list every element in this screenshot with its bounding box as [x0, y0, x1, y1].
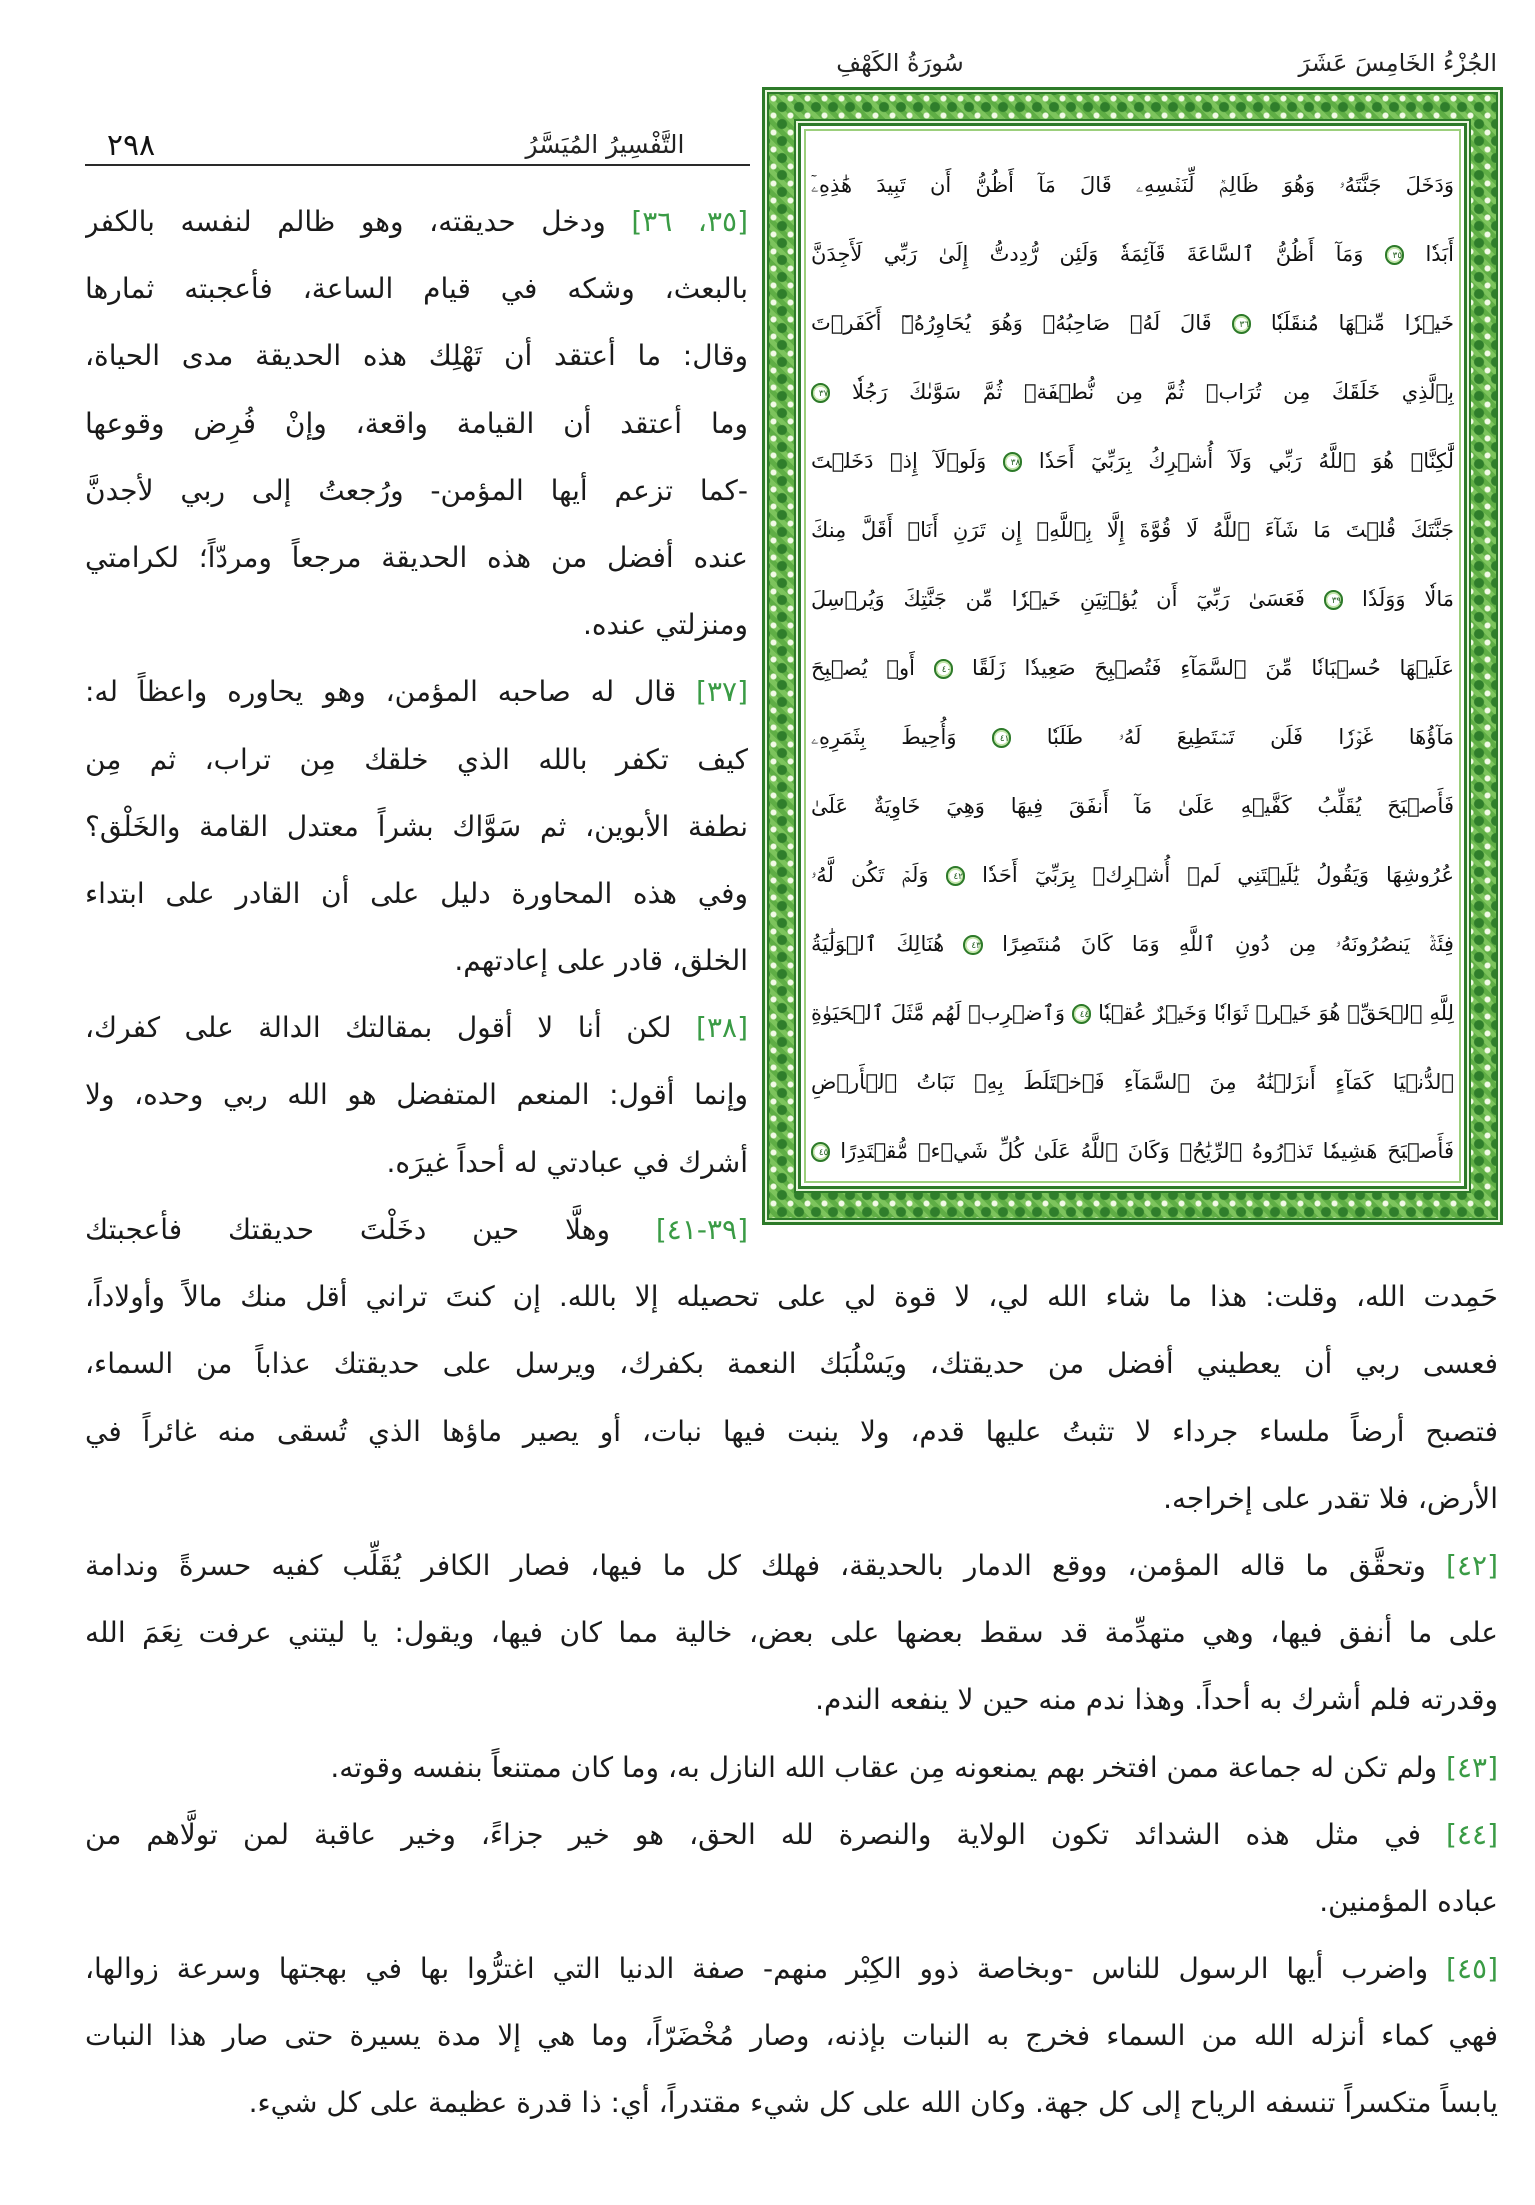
page-number: ٢٩٨ [106, 128, 156, 163]
tafsir-line [85, 1263, 1498, 1330]
verse-text: عَلَيۡهَا حُسۡبَانٗا مِّنَ ٱلسَّمَآءِ فَتُصۡبِحَ صَعِيدٗا زَلَقًا [972, 656, 1454, 680]
tafsir-line [85, 2002, 1498, 2069]
ayah-number-marker: ٣٧ [811, 383, 830, 402]
tafsir-book-title: التَّفْسِيرُ المُيَسَّرُ [525, 130, 685, 159]
tafsir-line [85, 591, 748, 658]
tafsir-text: وفي هذه المحاورة دليل على أن القادر على ابتداء [85, 876, 748, 910]
tafsir-line [85, 860, 748, 927]
verse-reference: [٤٣] [1446, 1750, 1498, 1784]
verse-text: مَالٗا وَوَلَدٗا [1362, 587, 1454, 611]
tafsir-line [85, 994, 748, 1061]
verse-text: ٱلدُّنۡيَا كَمَآءٍ أَنزَلۡنَٰهُ مِنَ ٱلسَّمَآءِ فَٱخۡتَلَطَ بِهِۦ نَبَاتُ ٱلۡأَرۡضِ [811, 1070, 1454, 1094]
quran-line [811, 289, 1454, 358]
verse-text: جَنَّتَكَ قُلۡتَ مَا شَآءَ ٱللَّهُ لَا قُوَّةَ إِلَّا بِٱللَّهِۚ إِن تَرَنِ أَنَا۠ أَقَلَّ مِنكَ [811, 518, 1454, 542]
quran-ornamental-frame [762, 87, 1503, 1225]
tafsir-text: فهي كماء أنزله الله من السماء فخرج به النبات بإذنه، وصار مُخْضَرّاً، وما هي إلا مدة يسيرة حتى صار هذا النبات [85, 2019, 1498, 2053]
tafsir-text: نطفة الأبوين، ثم سَوَّاك بشراً معتدل القامة والخَلْق؟ [85, 809, 748, 843]
tafsir-line [85, 188, 748, 255]
tafsir-text: أشرك في عبادتي له أحداً غيرَه. [386, 1145, 748, 1179]
ayah-number-marker: ٤٣ [963, 935, 982, 954]
tafsir-line [85, 793, 748, 860]
quran-line [811, 841, 1454, 910]
tafsir-line [85, 1398, 1498, 1465]
tafsir-text: في مثل هذه الشدائد تكون الولاية والنصرة لله الحق، هو خير جزاءً، وخير عاقبة لمن تولَّاهم من [85, 1817, 1422, 1851]
tafsir-text: وقدرته فلم أشرك به أحداً. وهذا ندم منه حين لا ينفعه الندم. [815, 1683, 1498, 1717]
tafsir-line [85, 726, 748, 793]
verse-text: فَأَصۡبَحَ يُقَلِّبُ كَفَّيۡهِ عَلَىٰ مَآ أَنفَقَ فِيهَا وَهِيَ خَاوِيَةٌ عَلَىٰ [811, 794, 1454, 818]
tafsir-line [85, 1599, 1498, 1666]
tafsir-text: وإنما أقول: المنعم المتفضل هو الله ربي وحده، ولا [85, 1078, 748, 1112]
surah-title: سُورَةُ الكَهْفِ [836, 49, 964, 77]
verse-text: بِٱلَّذِي خَلَقَكَ مِن تُرَابٖ ثُمَّ مِن نُّطۡفَةٖ ثُمَّ سَوَّىٰكَ رَجُلٗا [851, 380, 1454, 404]
verse-reference: [٤٥] [1446, 1952, 1498, 1986]
tafsir-text: عباده المؤمنين. [1319, 1884, 1498, 1918]
ayah-number-marker: ٤٢ [946, 866, 965, 885]
quran-line [811, 427, 1454, 496]
tafsir-text: على ما أنفق فيها، وهي متهدِّمة قد سقط بعضها على بعض، خالية مما كان فيها، ويقول: يا ليتني عرفت نِعَمَ الله [85, 1616, 1498, 1650]
tafsir-text: فعسى ربي أن يعطيني أفضل من حديقتك، ويَسْلُبَك النعمة بكفرك، ويرسل على حديقتك عذاباً من السماء، [85, 1347, 1498, 1381]
quran-line [811, 772, 1454, 841]
ayah-number-marker: ٤٠ [934, 659, 953, 678]
tafsir-line [85, 255, 748, 322]
verse-text: أَبَدٗا [1425, 242, 1454, 266]
ayah-number-marker: ٣٥ [1385, 245, 1404, 264]
tafsir-text: حَمِدت الله، وقلت: هذا ما شاء الله لي، لا قوة لي على تحصيله إلا بالله. إن كنتَ تراني أقل منك مالاً وأولاداً، [85, 1280, 1498, 1314]
verse-text: قَالَ لَهُۥ صَاحِبُهُۥ وَهُوَ يُحَاوِرُهُۥٓ أَكَفَرۡتَ [811, 311, 1212, 335]
ayah-number-marker: ٣٩ [1324, 590, 1343, 609]
tafsir-text: وهلَّا حين دخَلْتَ حديقتك فأعجبتك [85, 1212, 611, 1246]
juz-title: الجُزْءُ الخَامِسَ عَشَرَ [1298, 49, 1497, 77]
verse-text: لَّٰكِنَّا۠ هُوَ ٱللَّهُ رَبِّي وَلَآ أُشۡرِكُ بِرَبِّيٓ أَحَدٗا [1038, 449, 1454, 473]
tafsir-full-width [85, 1263, 1498, 2136]
verse-reference: [٤٤] [1446, 1817, 1498, 1851]
tafsir-line [85, 1465, 1498, 1532]
verse-reference: [٣٥، ٣٦] [631, 205, 748, 238]
tafsir-line [85, 1330, 1498, 1397]
tafsir-text: فتصبح أرضاً ملساء جرداء لا تثبتُ عليها قدم، ولا ينبت فيها نبات، أو يصير ماؤها الذي تُسقى منه غائراً في [85, 1414, 1498, 1448]
tafsir-line [85, 1734, 1498, 1801]
tafsir-text: وقال: ما أعتقد أن تَهْلِك هذه الحديقة مدى الحياة، [85, 339, 748, 373]
tafsir-line [85, 1868, 1498, 1935]
ayah-number-marker: ٣٦ [1232, 314, 1251, 333]
header-divider [85, 164, 750, 166]
verse-text: خَيۡرٗا مِّنۡهَا مُنقَلَبٗا [1270, 311, 1454, 335]
tafsir-text: الأرض، فلا تقدر على إخراجه. [1163, 1481, 1498, 1515]
tafsir-line [85, 390, 748, 457]
tafsir-text: لكن أنا لا أقول بمقالتك الدالة على كفرك، [85, 1011, 672, 1045]
tafsir-text: وما أعتقد أن القيامة واقعة، وإنْ فُرِض وقوعها [85, 406, 748, 440]
tafsir-text: عنده أفضل من هذه الحديقة مرجعاً ومردّاً؛ لكرامتي [85, 540, 748, 574]
verse-reference: [٣٩-٤١] [655, 1212, 748, 1246]
tafsir-text: قال له صاحبه المؤمن، وهو يحاوره واعظاً له: [85, 675, 677, 709]
tafsir-line [85, 1666, 1498, 1733]
tafsir-line [85, 1532, 1498, 1599]
verse-text: وَدَخَلَ جَنَّتَهُۥ وَهُوَ ظَالِمٞ لِّنَفۡسِهِۦ قَالَ مَآ أَظُنُّ أَن تَبِيدَ هَٰذِهِۦٓ [811, 173, 1454, 197]
tafsir-column [85, 188, 748, 1263]
tafsir-line [85, 322, 748, 389]
verse-text: وَأُحِيطَ بِثَمَرِهِۦ [811, 725, 957, 749]
verse-text: وَلَمۡ تَكُن لَّهُۥ [811, 863, 929, 887]
verse-text: وَمَآ أَظُنُّ ٱلسَّاعَةَ قَآئِمَةٗ وَلَئِن رُّدِدتُّ إِلَىٰ رَبِّي لَأَجِدَنَّ [811, 242, 1364, 266]
tafsir-text: وتحقَّق ما قاله المؤمن، ووقع الدمار بالحديقة، فهلك كل ما فيها، فصار الكافر يُقَلِّب كفيه حسرةً وندامة [85, 1548, 1426, 1582]
tafsir-text: ولم تكن له جماعة ممن افتخر بهم يمنعونه مِن عقاب الله النازل به، وما كان ممتنعاً بنفسه وقوته. [330, 1750, 1438, 1784]
verse-text: لِلَّهِ ٱلۡحَقِّۚ هُوَ خَيۡرٞ ثَوَابٗا وَخَيۡرٌ عُقۡبٗا [1098, 1001, 1454, 1025]
tafsir-text: كيف تكفر بالله الذي خلقك مِن تراب، ثم مِن [85, 742, 748, 776]
tafsir-text: الخلق، قادر على إعادتهم. [454, 944, 748, 978]
tafsir-line [85, 524, 748, 591]
verse-text: أَوۡ يُصۡبِحَ [811, 656, 915, 680]
tafsir-line [85, 1935, 1498, 2002]
tafsir-line [85, 658, 748, 725]
tafsir-text: واضرب أيها الرسول للناس -وبخاصة ذوو الكِبْر منهم- صفة الدنيا التي اغترُّوا بها في بهجتها وسرعة زوالها، [85, 1952, 1429, 1986]
quran-line [811, 910, 1454, 979]
tafsir-line [85, 1129, 748, 1196]
verse-text: هُنَالِكَ ٱلۡوَلَٰيَةُ [811, 932, 945, 956]
quran-line [811, 496, 1454, 565]
quran-line [811, 703, 1454, 772]
quran-line [811, 151, 1454, 220]
quran-text-panel [798, 123, 1467, 1189]
quran-line [811, 220, 1454, 289]
quran-line [811, 634, 1454, 703]
tafsir-line [85, 927, 748, 994]
verse-text: عُرُوشِهَا وَيَقُولُ يَٰلَيۡتَنِي لَمۡ أُشۡرِكۡ بِرَبِّيٓ أَحَدٗا [982, 863, 1454, 887]
tafsir-text: -كما تزعم أيها المؤمن- ورُجعتُ إلى ربي لأجدنَّ [85, 473, 748, 507]
ayah-number-marker: ٤٥ [811, 1142, 830, 1161]
tafsir-text: بالبعث، وشكه في قيام الساعة، فأعجبته ثمارها [85, 272, 748, 306]
tafsir-line [85, 1061, 748, 1128]
verse-text: وَٱضۡرِبۡ لَهُم مَّثَلَ ٱلۡحَيَوٰةِ [811, 1001, 1065, 1025]
quran-line [811, 565, 1454, 634]
verse-reference: [٤٢] [1446, 1548, 1498, 1582]
verse-reference: [٣٧] [696, 675, 748, 709]
quran-line [811, 1117, 1454, 1186]
tafsir-line [85, 457, 748, 524]
tafsir-line [85, 2069, 1498, 2136]
verse-text: فِئَةٞ يَنصُرُونَهُۥ مِن دُونِ ٱللَّهِ وَمَا كَانَ مُنتَصِرًا [1002, 932, 1454, 956]
verse-text: وَلَوۡلَآ إِذۡ دَخَلۡتَ [811, 449, 987, 473]
quran-lines [811, 151, 1454, 1186]
ayah-number-marker: ٤٤ [1072, 1004, 1091, 1023]
tafsir-line [85, 1196, 748, 1263]
verse-text: مَآؤُهَا غَوۡرٗا فَلَن تَسۡتَطِيعَ لَهُۥ طَلَبٗا [1046, 725, 1454, 749]
quran-line [811, 1048, 1454, 1117]
quran-line [811, 358, 1454, 427]
tafsir-text: يابساً متكسراً تنسفه الرياح إلى كل جهة. وكان الله على كل شيء مقتدراً، أي: ذا قدرة عظيمة على كل شيء. [248, 2086, 1498, 2120]
verse-text: فَأَصۡبَحَ هَشِيمٗا تَذۡرُوهُ ٱلرِّيَٰحُۗ وَكَانَ ٱللَّهُ عَلَىٰ كُلِّ شَيۡءٖ مُّقۡتَدِرًا [840, 1139, 1454, 1163]
tafsir-line [85, 1801, 1498, 1868]
quran-line [811, 979, 1454, 1048]
verse-reference: [٣٨] [696, 1011, 748, 1045]
tafsir-text: ومنزلتي عنده. [582, 608, 748, 642]
tafsir-text: ودخل حديقته، وهو ظالم لنفسه بالكفر [85, 205, 606, 238]
ayah-number-marker: ٤١ [992, 728, 1011, 747]
ayah-number-marker: ٣٨ [1003, 452, 1022, 471]
verse-text: فَعَسَىٰ رَبِّيٓ أَن يُؤۡتِيَنِ خَيۡرٗا مِّن جَنَّتِكَ وَيُرۡسِلَ [811, 587, 1305, 611]
